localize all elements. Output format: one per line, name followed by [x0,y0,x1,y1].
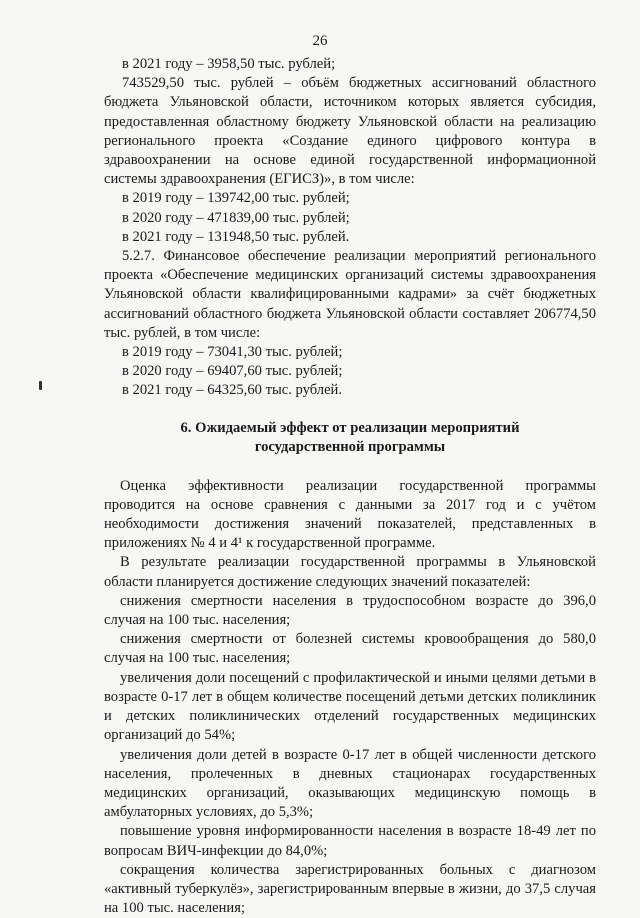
staff-2021-line: в 2021 году – 64325,60 тыс. рублей. [122,382,343,399]
staff-2019-line: в 2019 году – 73041,30 тыс. рублей; [122,344,343,361]
section-6-heading [104,419,596,457]
egisz-2020-line: в 2020 году – 471839,00 тыс. рублей; [122,209,350,226]
results-intro-paragraph: В результате реализации государственной программы в Ульяновской области планируется достижение следующих значений показателей: [104,554,596,590]
indicator-day-hospital-children: увеличения доли детей в возрасте 0-17 лет в общей численности детского населения, пролеченных в дневных стационарах государственных медицинских организаций, оказывающих медицинскую помощь в амбулаторных условиях, до 5,3%; [104,746,596,821]
egisz-2019-line: в 2019 году – 139742,00 тыс. рублей; [122,190,350,207]
indicator-tuberculosis: сокращения количества зарегистрированных больных с диагнозом «активный туберкулёз», зарегистрированным впервые в жизни, до 37,5 случая на 100 тыс. населения; [104,861,596,917]
evaluation-paragraph: Оценка эффективности реализации государственной программы проводится на основе сравнения с данными за 2017 год и с учётом необходимости достижения значений показателей, представленных в приложениях № 4 и 4¹ к государственной программе. [104,477,596,552]
indicator-preventive-visits: увеличения доли посещений с профилактической и иными целями детьми в возрасте 0-17 лет в общем количестве посещений детьми детских поликлиник и детских поликлинических отделений государственных медицинских организаций до 54%; [104,669,596,744]
indicator-hiv-awareness: повышение уровня информированности населения в возрасте 18-49 лет по вопросам ВИЧ-инфекции до 84,0%; [104,823,596,859]
section-6-heading-line1: 6. Ожидаемый эффект от реализации мероприятий [180,419,520,436]
scan-mark [39,381,42,390]
staff-2020-line: в 2020 году – 69407,60 тыс. рублей; [122,363,343,380]
indicator-working-age-mortality: снижения смертности населения в трудоспособном возрасте до 396,0 случая на 100 тыс. населения; [104,592,596,629]
page-number: 26 [312,33,328,49]
section-6-heading-line2: государственной программы [254,438,446,455]
budget-2021-line: в 2021 году – 3958,50 тыс. рублей; [122,56,336,72]
document-body [104,55,596,918]
indicator-circulatory-mortality: снижения смертности от болезней системы кровообращения до 580,0 случая на 100 тыс. населения; [104,631,596,667]
egisz-2021-line: в 2021 году – 131948,50 тыс. рублей. [122,228,350,245]
egisz-funding-paragraph: 743529,50 тыс. рублей – объём бюджетных ассигнований областного бюджета Ульяновской области, источником которых является субсидия, предоставленная областному бюджету Ульяновской области на реализацию регионального проекта «Создание единого цифрового контура в здравоохранении на основе единой государственной информационной системы здравоохранения (ЕГИСЗ)», в том числе: [104,75,596,188]
section-5-2-7-paragraph: 5.2.7. Финансовое обеспечение реализации мероприятий регионального проекта «Обеспечение медицинских организаций системы здравоохранения Ульяновской области квалифицированными кадрами» за счёт бюджетных ассигнований областного бюджета Ульяновской области составляет 206774,50 тыс. рублей, в том числе: [104,248,596,341]
